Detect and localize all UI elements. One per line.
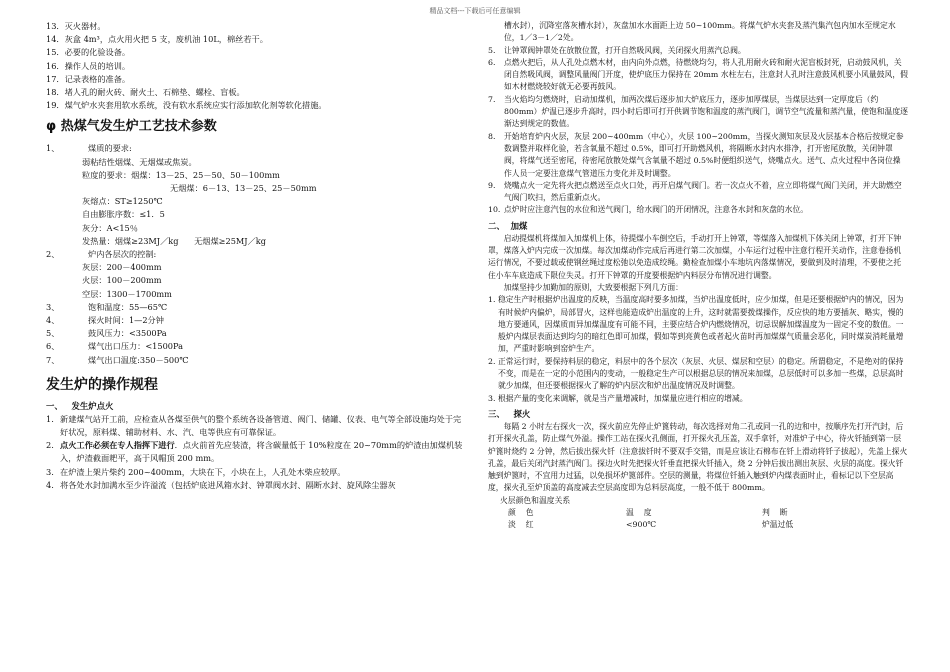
step-number: 10.	[488, 205, 501, 215]
param-number: 6、	[46, 341, 60, 352]
subsection-title-feeding: 二、 加煤	[488, 220, 528, 231]
rule-text: 稳定生产时根据炉出温度的反映，当温度高时要多加煤，当炉出温度低时，应少加煤，但是还要根据炉内的情况，因为有时候炉内偏炉，局部冒火，这样也能造成炉出温度的上升，这时就需要拨煤操作，反应快的地方要插灰、略实，慢的地方要通风，因煤质而异加煤温度有可能不同，主要应结合炉内燃烧情况，切忌误解加煤温度为一固定不变的数值。一般炉内煤层表面达到均匀的暗红色即可加煤，假如等到亮黄色或者起火苗时再加煤煤气质量会恶化，同时煤炭消耗量增加，严重时影响到窑炉生产。	[498, 295, 904, 354]
param-line: 粒度的要求：烟煤：13－25、25－50、50－100mm	[82, 169, 280, 180]
param-number: 7、	[46, 354, 60, 365]
param-text: 煤气出口压力：<1500Pa	[88, 341, 184, 352]
step-item	[488, 204, 908, 216]
rule-text: 正常运行时，要保持料层的稳定，料层中的各个层次（灰层、火层、煤层和空层）的稳定。所谓稳定，不是绝对的保持不变，而是在一定的小范围内的变动，一般稳定生产可以根据总层的情况来加煤，总层低时可以多加一些煤，总层高时就少加煤，但还要根据探火了解的炉内层次和炉出温度情况及时调整。	[498, 356, 904, 391]
param-label: 煤质的要求:	[88, 143, 132, 154]
list-item: 14．灰盒 4m³，点火用火把 5 支，废机油 10L，棉丝若干。	[46, 34, 268, 45]
page-header: 精品文档---下载后可任意编辑	[429, 7, 521, 15]
left-column	[46, 20, 464, 492]
param-number: 4、	[46, 315, 60, 326]
list-item: 16．操作人员的培训。	[46, 60, 131, 71]
step-text-rest: ．点火前首先应装渣，将含碳量低于 10%粒度在 20~70mm的炉渣由加煤机装入，炉渣截面耙平，高于风帽顶 200 mm。	[60, 440, 463, 464]
rule-number: 3.	[488, 393, 496, 403]
param-line: 弱粘结性烟煤、无烟煤或焦炭。	[82, 156, 197, 167]
paragraph: 每隔 2 小时左右探火一次，探火前应先停止炉篦转动，每次选择对角二孔或同一孔的边和中，按顺序先打开汽封，后打开探火孔盖，防止煤气外溢。操作工站在探火孔侧面，打开探火孔压盖，双手拿钎，对准炉子中心，待火钎插到第一层炉篦时烧约 2 分钟，然后拔出探火钎（注意拔钎时不要双手交错，而是应该让石棉布在钎上滑动将钎子拔起），先盖上探火孔盖，最后关闭汽封蒸汽阀门。探边火时先把探火钎垂直把探火钎插入，烧 2 分钟后拔出测出灰层、火层的高度。探火钎触到炉篦时，不宜用力过猛，以免损坏炉篦部件。空层的测量，将煤位钎插入触到炉内煤表面时止，看标记以下空层高度，探火孔至炉顶盖的高度减去空层高度即为总料层高度，一般不低于 800mm。	[488, 421, 908, 493]
param-line: 无烟煤：6－13、13－25、25－50mm	[170, 183, 317, 194]
rule-item	[488, 393, 908, 405]
step-number: 2.	[46, 440, 54, 451]
param-text: 鼓风压力：<3500Pa	[88, 328, 167, 339]
subsection-title-probing: 三、 探火	[488, 408, 531, 419]
rule-item	[488, 356, 908, 393]
step-number: 1.	[46, 413, 54, 424]
table-header-cell: 判 断	[762, 507, 788, 517]
table-header-row	[488, 507, 908, 519]
rule-item	[488, 294, 908, 355]
step-item	[488, 131, 908, 180]
section-title-params: φ 热煤气发生炉工艺技术参数	[46, 119, 217, 135]
table-cell: <900℃	[626, 520, 657, 530]
param-line: 空层：1300－1700mm	[82, 288, 172, 299]
table-cell: 炉温过低	[762, 520, 794, 530]
step-number: 7.	[488, 94, 496, 104]
param-number: 5、	[46, 328, 60, 339]
step-item	[488, 180, 908, 205]
rule-number: 1.	[488, 295, 496, 305]
step-emphasis: 点火工作必须在专人指挥下进行	[60, 440, 175, 451]
list-item: 19．煤气炉水夹套用软水系统，没有软水系统应实行添加软化剂等软化措施。	[46, 100, 327, 111]
list-item: 15．必要的化验设备。	[46, 47, 131, 58]
list-item: 18．堵人孔的耐火砖、耐火土、石棉垫、螺栓、盲板。	[46, 87, 245, 98]
param-text: 煤气出口温度:350－500℃	[88, 354, 189, 365]
paragraph: 启动提煤机将煤加入加煤机上体，待提煤小车倒空后，手动打开上钟罩，等煤落入加煤机下体关闭上钟罩，打开下钟罩，煤落入炉内完成一次加煤。每次加煤动作完成后再进行第二次加煤，小车运行过程中注意行程开关动作，注意卷扬机运行情况，不要过载或使钢丝绳过度松弛以免造成绞绳。勤检查加煤小车地坑内落煤情况，要做到及时清理，不要使之托住小车车底造成下限位失灵。打开下钟罩的开度要根据炉内料层分布情况进行调整。	[488, 233, 902, 280]
param-line: 灰分：A<15％	[82, 222, 138, 233]
rule-text: 根据产量的变化来调解，就是当产量增减时，加煤量应进行相应的增减。	[498, 393, 748, 403]
param-number: 1、	[46, 143, 60, 154]
step-number: 5.	[488, 45, 496, 55]
table-row	[488, 519, 908, 531]
subsection-title-ignition: 一、 发生炉点火	[46, 400, 114, 411]
param-item	[46, 354, 464, 367]
step-item	[488, 45, 908, 57]
step-item	[46, 479, 464, 492]
rule-number: 2.	[488, 356, 496, 366]
param-line: 火层：100－200mm	[82, 275, 162, 286]
step-text: 将各处水封加满水至少许溢流（包括炉底进风箱水封、钟罩阀水封、隔断水封、旋风除尘器灰	[60, 479, 396, 490]
step-text: 在炉渣上架片柴约 200~400mm，大块在下，小块在上，人孔处木柴应较厚。	[60, 466, 346, 477]
step-text: 点燃火把后，从人孔处点燃木材，由内向外点燃，待燃烧均匀，将人孔用耐火砖和耐火泥盲板封死，启动鼓风机，关闭自然吸风阀，调整风量阀门开度，使炉底压力保持在 20mm 水柱左右，注意封人孔时注意鼓风机要小风量鼓风，假如木材燃烧较好就无必要再鼓风。	[504, 57, 908, 92]
param-item	[46, 301, 464, 314]
table-title: 火层颜色和温度关系	[500, 495, 571, 505]
table-header-cell: 温 度	[626, 507, 652, 517]
step-text: 新建煤气站开工前，应检查从各煤至供气的整个系统各设备管道、阀门、储罐、仪表、电气等全部设施均处于完好状况，原料煤、辅助材料、水、汽、电等供应有可靠保证。	[60, 413, 462, 438]
param-number: 3、	[46, 301, 60, 312]
right-column	[488, 20, 908, 532]
step-item	[46, 439, 464, 465]
step-number: 3.	[46, 466, 54, 477]
step-item	[488, 94, 908, 131]
param-item	[46, 327, 464, 340]
param-item	[46, 340, 464, 353]
step-number: 4.	[46, 479, 54, 490]
step-text: 点炉时应注意汽包的水位和送气阀门，给水阀门的开闭情况，注意各水封和灰盘的水位。	[504, 205, 809, 215]
param-line: 自由膨胀序数：≤1．5	[82, 209, 165, 220]
step-item	[46, 466, 464, 479]
step-text: 让钟罩阀钟罩处在放散位置，打开自然吸风阀，关闭探火用蒸汽总阀。	[504, 45, 746, 55]
paragraph: 加煤坚持少加勤加的原则，大致要根据下列几方面：	[503, 282, 683, 292]
step-continuation: 槽水封），沉降室落灰槽水封），灰盘加水水面距上边 50~100mm。将煤气炉水夹套及蒸汽集汽包内加水至规定水位，1／3－1／2处。	[504, 21, 896, 43]
param-item	[46, 248, 464, 261]
param-item	[46, 142, 464, 155]
param-text: 探火时间：1—2分钟	[88, 315, 164, 326]
param-label: 炉内各层次的控制:	[88, 249, 157, 260]
table-cell: 淡 红	[508, 520, 534, 530]
step-number: 6.	[488, 57, 496, 67]
step-item	[488, 57, 908, 94]
step-text	[60, 439, 464, 465]
param-text: 饱和温度：55—65℃	[88, 301, 168, 312]
param-item	[46, 314, 464, 327]
step-text: 当火焰均匀燃烧时，启动加煤机，加两次煤后逐步加大炉底压力，逐步加厚煤层，当煤层达到一定厚度后（约 800mm）炉温已逐步升高时，四小时后即可打开供调节饱和温度的蒸汽阀门，调节空气流量和蒸汽量，使饱和温度逐渐达到规定的数值。	[504, 94, 908, 129]
step-number: 9.	[488, 180, 496, 190]
list-item: 17．记录表格的准备。	[46, 73, 131, 84]
section-title-operation: 发生炉的操作规程	[46, 376, 158, 393]
param-line: 灰熔点：ST≥1250℃	[82, 196, 163, 207]
table-header-cell: 颜 色	[508, 507, 534, 517]
step-item	[46, 413, 464, 439]
param-line: 灰层：200－400mm	[82, 262, 162, 273]
step-text: 烧嘴点火一定先将火把点燃送至点火口处，再开启煤气阀门。若一次点火不着，应立即将煤气阀门关闭，并大助燃空气阀门吹扫，然后重新点火。	[504, 180, 902, 203]
step-number: 8.	[488, 131, 496, 141]
step-text: 开始培育炉内火层，灰层 200~400mm（中心），火层 100~200mm，当探火测知灰层及火层基本合格后按规定参数调整并取样化验，若含氧量不超过 0.5%，即可打开助燃风机，将隔断水封内水排净，打开密尾放散，关闭钟罩阀，将煤气送至密尾，待密尾放散处煤气含氧量不超过 0.5%时便组织送气，烧嘴点火。送气、点火过程中各岗位操作人员一定要注意煤气管道压力变化并及时调整。	[504, 131, 904, 178]
param-line: 发热量：烟煤≥23MJ／kg 无烟煤≥25MJ／kg	[82, 235, 266, 246]
list-item: 13．灭火器材。	[46, 21, 106, 31]
param-number: 2、	[46, 249, 60, 260]
